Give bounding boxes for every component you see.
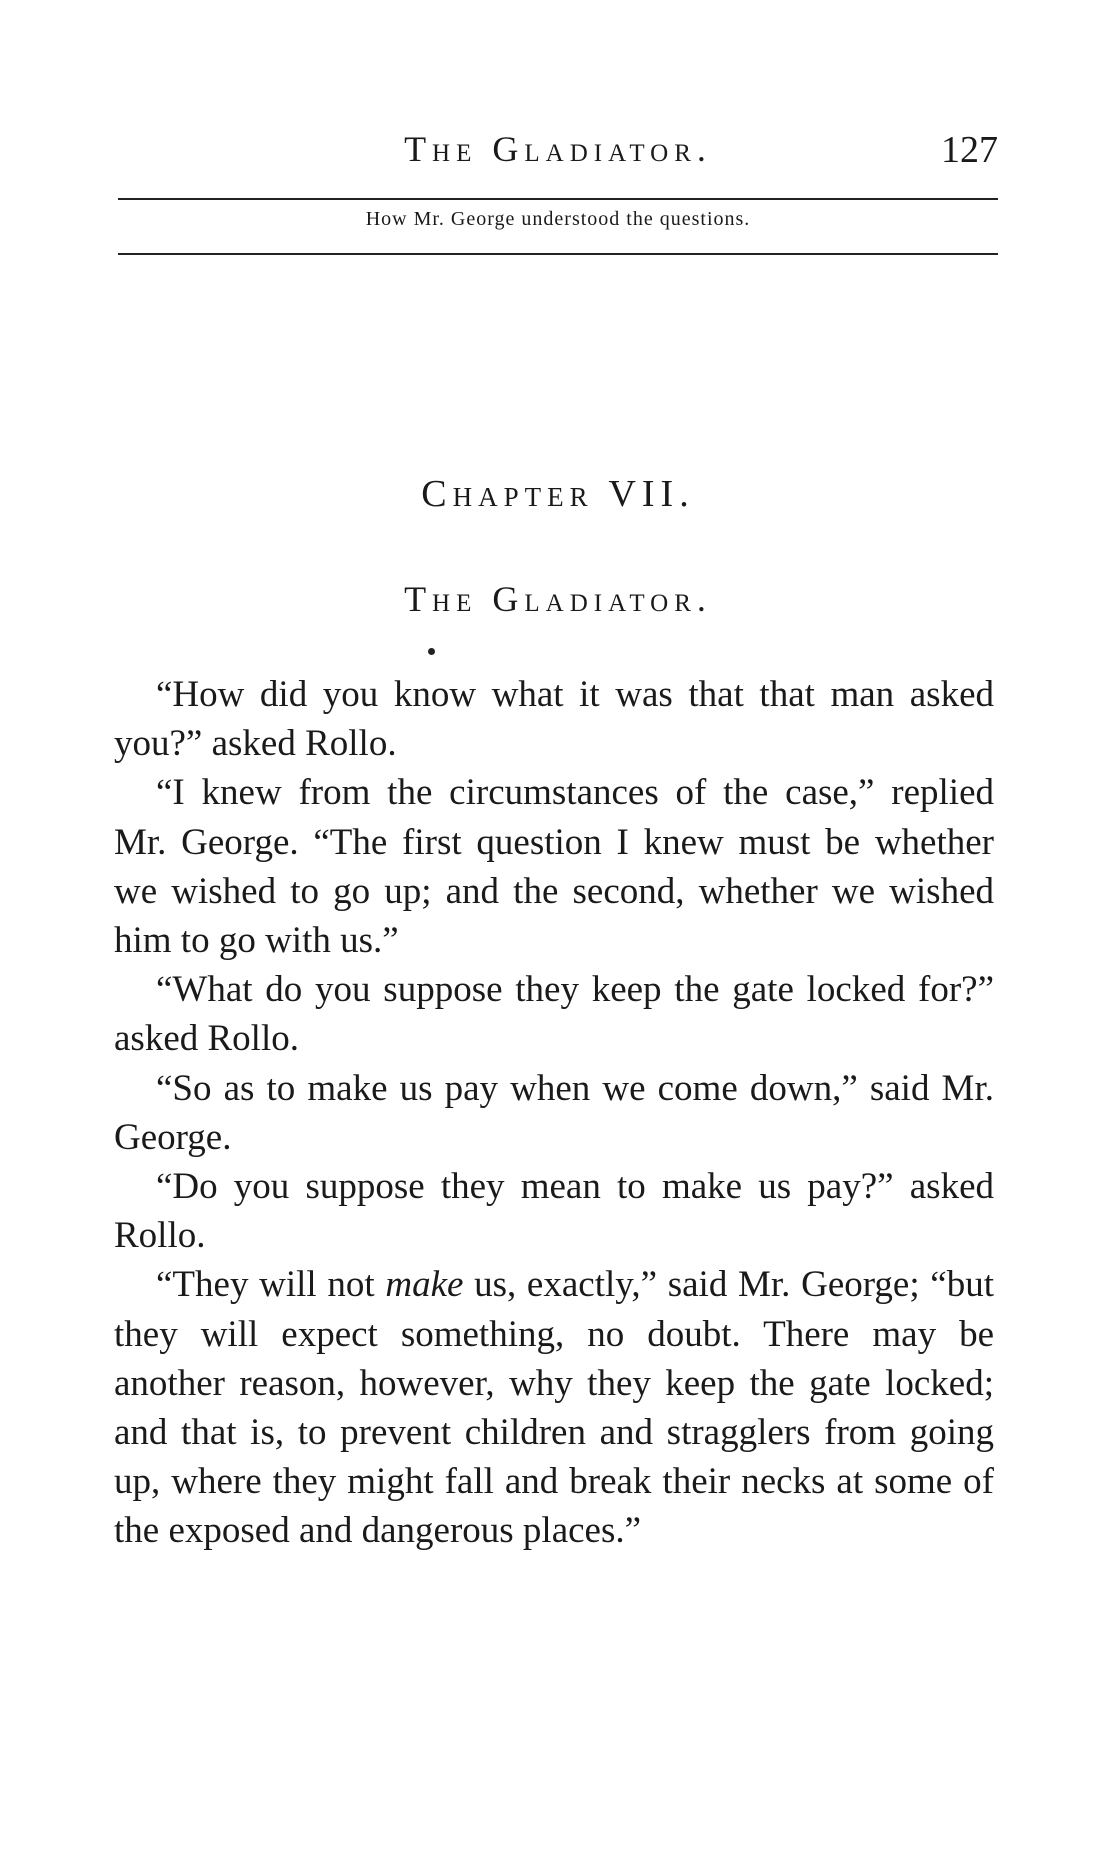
paragraph: [114, 1260, 994, 1555]
paragraph-text: “I knew from the circumstances of the case,” replied Mr. George. “The first question I knew must be whether we wished to go up; and the second, whether we wished him to go with us.”: [114, 772, 994, 962]
paragraph-text: us, exactly,” said Mr. George; “but they will expect something, no doubt. There may be another reason, however, why they keep the gate locked; and that is, to prevent children and stragglers from going up, where they might fall and break their necks at some of the exposed and dangerous places.”: [114, 1264, 994, 1552]
paragraph: [114, 1162, 994, 1260]
body-text: [114, 670, 994, 1556]
paragraph-text: “How did you know what it was that that man asked you?” asked Rollo.: [114, 674, 994, 765]
paragraph-text: “So as to make us pay when we come down,” said Mr. George.: [114, 1067, 994, 1158]
ornament-dot: [428, 648, 435, 655]
paragraph: [114, 965, 994, 1063]
paragraph-text: “They will not: [156, 1264, 386, 1306]
running-head: [118, 128, 998, 178]
subhead: How Mr. George understood the questions.: [365, 208, 751, 230]
paragraph: [114, 1064, 994, 1162]
paragraph: [114, 768, 994, 965]
page-number: 127: [941, 129, 998, 171]
paragraph-text: “Do you suppose they mean to make us pay?” asked Rollo.: [114, 1166, 994, 1257]
paragraph-text: “What do you suppose they keep the gate locked for?” asked Rollo.: [114, 969, 994, 1060]
paragraph: [114, 670, 994, 768]
header-rule-bottom: [118, 253, 998, 255]
chapter-title: The Gladiator.: [404, 579, 712, 619]
running-title: The Gladiator.: [404, 129, 712, 169]
header-rule-top: [118, 198, 998, 200]
chapter-number: Chapter VII.: [421, 473, 695, 515]
emphasis-text: make: [385, 1264, 464, 1306]
